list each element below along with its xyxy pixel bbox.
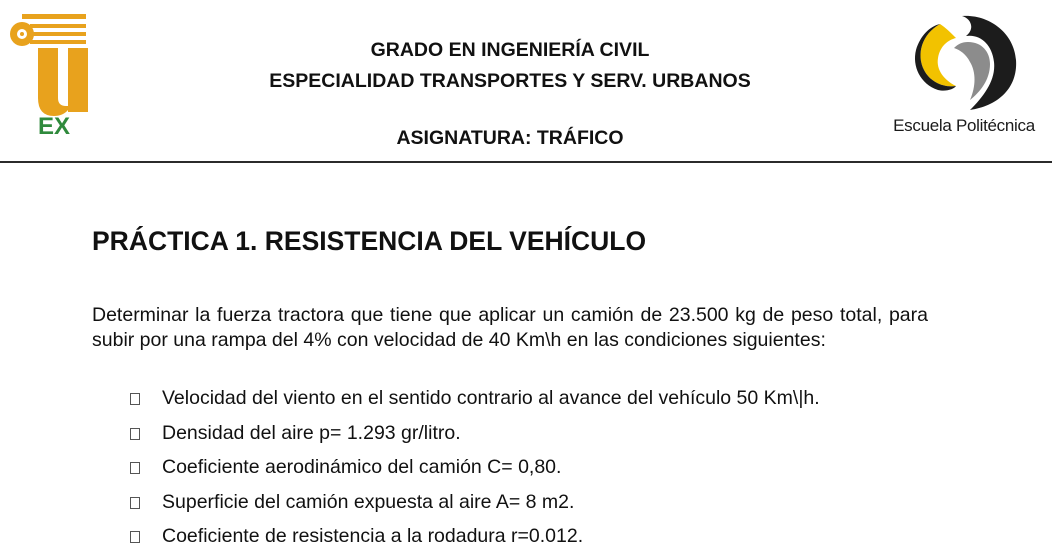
- uex-logo-text: EX: [38, 113, 71, 136]
- header-degree: GRADO EN INGENIERÍA CIVIL: [370, 39, 650, 61]
- list-item-text: Coeficiente aerodinámico del camión C= 0,80.: [162, 456, 562, 478]
- list-item-text: Velocidad del viento en el sentido contrario al avance del vehículo 50 Km\|h.: [162, 387, 820, 409]
- document-header: [0, 0, 1052, 166]
- list-item-text: Superficie del camión expuesta al aire A= 8 m2.: [162, 490, 575, 513]
- checkbox-bullet-icon: [130, 462, 140, 474]
- checkbox-bullet-icon: [130, 531, 140, 543]
- header-specialty: ESPECIALIDAD TRANSPORTES Y SERV. URBANOS: [269, 70, 751, 92]
- checkbox-bullet-icon: [130, 497, 140, 509]
- checkbox-bullet-icon: [130, 428, 140, 440]
- escuela-politecnica-label: Escuela Politécnica: [893, 116, 1035, 135]
- header-subject: ASIGNATURA: TRÁFICO: [396, 127, 624, 149]
- header-divider: [0, 161, 1052, 163]
- escuela-politecnica-logo: [886, 6, 1042, 136]
- checkbox-bullet-icon: [130, 393, 140, 405]
- escuela-politecnica-icon: [910, 10, 1022, 114]
- list-item-text: Coeficiente de resistencia a la rodadura r=0.012.: [162, 525, 584, 547]
- list-item-text: Densidad del aire p= 1.293 gr/litro.: [162, 421, 461, 444]
- problem-statement: Determinar la fuerza tractora que tiene que aplicar un camión de 23.500 kg de peso total, para subir por una rampa del 4% con velocidad de 40 Km\h en las condiciones siguientes:: [92, 304, 928, 351]
- practice-title: PRÁCTICA 1. RESISTENCIA DEL VEHÍCULO: [92, 226, 647, 256]
